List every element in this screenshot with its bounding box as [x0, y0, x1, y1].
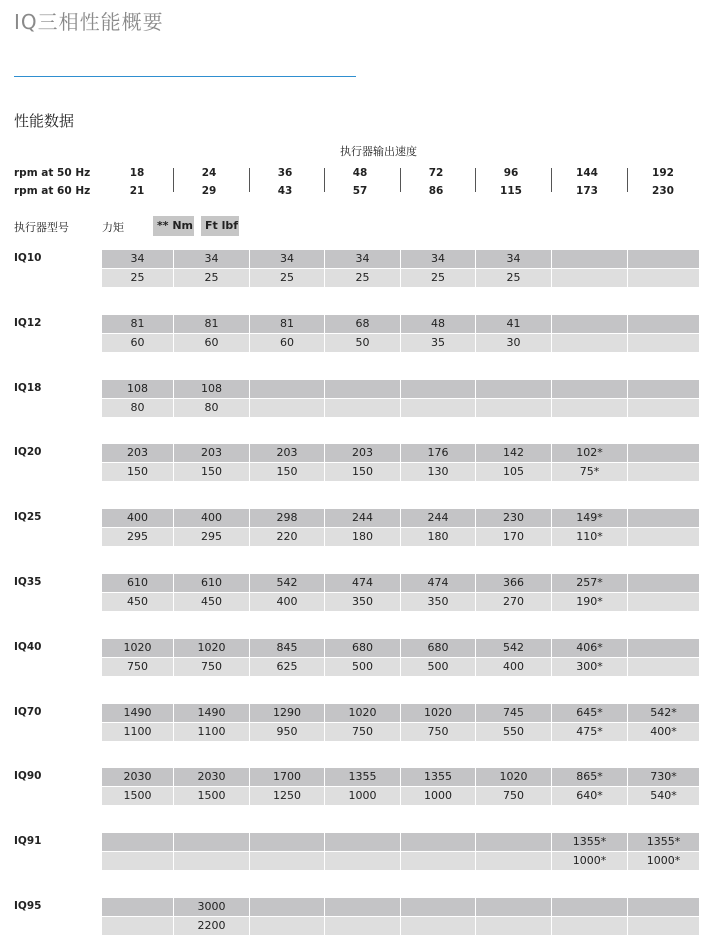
torque-ftlbf-cell: 450	[174, 593, 249, 611]
torque-ftlbf-cell: 400	[476, 658, 551, 676]
torque-nm-cell: 1020	[325, 704, 400, 722]
torque-ftlbf-cell	[552, 917, 627, 935]
torque-ftlbf-cell: 295	[102, 528, 173, 546]
torque-ftlbf-cell	[401, 399, 475, 417]
torque-nm-cell: 203	[250, 444, 324, 462]
torque-ftlbf-cell	[476, 399, 551, 417]
torque-nm-cell: 366	[476, 574, 551, 592]
torque-nm-cell: 149*	[552, 509, 627, 527]
torque-nm-cell: 34	[325, 250, 400, 268]
torque-ftlbf-cell: 750	[401, 723, 475, 741]
rpm-50hz-value: 72	[428, 167, 444, 179]
torque-nm-cell: 142	[476, 444, 551, 462]
torque-nm-cell: 298	[250, 509, 324, 527]
torque-ftlbf-cell: 180	[401, 528, 475, 546]
torque-nm-cell: 81	[102, 315, 173, 333]
rpm-60hz-value: 173	[576, 185, 598, 197]
rpm-60hz-value: 86	[428, 185, 444, 197]
torque-ftlbf-cell	[628, 399, 699, 417]
torque-ftlbf-cell: 220	[250, 528, 324, 546]
torque-nm-cell: 1290	[250, 704, 324, 722]
rpm-50hz-value: 96	[503, 167, 519, 179]
rpm-60hz-value: 43	[277, 185, 293, 197]
unit-nm-badge: ** Nm	[153, 216, 194, 236]
torque-ftlbf-cell: 50	[325, 334, 400, 352]
title-divider	[14, 76, 356, 77]
torque-nm-cell: 542	[250, 574, 324, 592]
rpm-50hz-value: 24	[201, 167, 217, 179]
torque-nm-cell	[476, 833, 551, 851]
torque-ftlbf-cell	[102, 917, 173, 935]
torque-nm-cell	[628, 574, 699, 592]
torque-nm-cell	[250, 833, 324, 851]
torque-nm-cell: 730*	[628, 768, 699, 786]
model-header: 执行器型号	[14, 221, 69, 234]
rpm-50hz-label: rpm at 50 Hz	[14, 167, 91, 179]
rpm-column-separator	[627, 168, 628, 192]
rpm-60hz-label: rpm at 60 Hz	[14, 185, 91, 197]
torque-ftlbf-cell: 2200	[174, 917, 249, 935]
torque-nm-cell	[476, 380, 551, 398]
model-name: IQ25	[14, 511, 42, 523]
torque-ftlbf-cell: 1100	[174, 723, 249, 741]
model-name: IQ20	[14, 446, 42, 458]
torque-nm-cell: 845	[250, 639, 324, 657]
torque-ftlbf-cell: 475*	[552, 723, 627, 741]
torque-ftlbf-cell: 625	[250, 658, 324, 676]
torque-nm-cell: 1020	[174, 639, 249, 657]
torque-ftlbf-cell	[250, 917, 324, 935]
torque-nm-cell	[102, 833, 173, 851]
rpm-column-separator	[475, 168, 476, 192]
torque-nm-cell: 34	[102, 250, 173, 268]
torque-ftlbf-cell: 25	[174, 269, 249, 287]
model-name: IQ90	[14, 770, 42, 782]
torque-ftlbf-cell	[552, 269, 627, 287]
rpm-60hz-value: 29	[201, 185, 217, 197]
torque-nm-cell	[628, 250, 699, 268]
rpm-column-separator	[173, 168, 174, 192]
torque-ftlbf-cell: 150	[102, 463, 173, 481]
torque-nm-cell: 176	[401, 444, 475, 462]
torque-header: 力矩	[102, 221, 124, 234]
torque-nm-cell: 542*	[628, 704, 699, 722]
torque-nm-cell: 41	[476, 315, 551, 333]
torque-nm-cell	[174, 833, 249, 851]
torque-nm-cell	[628, 380, 699, 398]
torque-nm-cell: 1020	[401, 704, 475, 722]
torque-ftlbf-cell	[325, 399, 400, 417]
torque-ftlbf-cell: 75*	[552, 463, 627, 481]
torque-ftlbf-cell: 30	[476, 334, 551, 352]
torque-ftlbf-cell	[174, 852, 249, 870]
rpm-50hz-value: 144	[576, 167, 598, 179]
torque-nm-cell: 34	[250, 250, 324, 268]
torque-ftlbf-cell: 750	[174, 658, 249, 676]
rpm-50hz-value: 48	[352, 167, 368, 179]
rpm-50hz-value: 36	[277, 167, 293, 179]
torque-ftlbf-cell: 1000*	[552, 852, 627, 870]
torque-nm-cell: 2030	[174, 768, 249, 786]
torque-nm-cell: 203	[102, 444, 173, 462]
torque-ftlbf-cell: 400*	[628, 723, 699, 741]
torque-nm-cell	[102, 898, 173, 916]
torque-ftlbf-cell	[401, 852, 475, 870]
torque-ftlbf-cell: 1000	[401, 787, 475, 805]
torque-ftlbf-cell: 60	[250, 334, 324, 352]
rpm-60hz-value: 230	[652, 185, 674, 197]
torque-ftlbf-cell: 270	[476, 593, 551, 611]
torque-ftlbf-cell	[552, 334, 627, 352]
torque-ftlbf-cell	[628, 334, 699, 352]
torque-ftlbf-cell: 950	[250, 723, 324, 741]
torque-nm-cell	[552, 898, 627, 916]
torque-nm-cell: 400	[102, 509, 173, 527]
torque-ftlbf-cell: 25	[250, 269, 324, 287]
torque-nm-cell	[250, 898, 324, 916]
torque-ftlbf-cell	[401, 917, 475, 935]
torque-nm-cell: 81	[174, 315, 249, 333]
torque-nm-cell: 406*	[552, 639, 627, 657]
torque-ftlbf-cell: 1500	[102, 787, 173, 805]
rpm-column-separator	[324, 168, 325, 192]
torque-nm-cell	[325, 380, 400, 398]
torque-ftlbf-cell: 300*	[552, 658, 627, 676]
page-title: IQ三相性能概要	[14, 10, 164, 34]
torque-nm-cell: 1490	[102, 704, 173, 722]
torque-ftlbf-cell: 180	[325, 528, 400, 546]
rpm-50hz-value: 192	[652, 167, 674, 179]
torque-ftlbf-cell: 295	[174, 528, 249, 546]
torque-ftlbf-cell: 60	[102, 334, 173, 352]
torque-ftlbf-cell	[325, 917, 400, 935]
torque-nm-cell: 81	[250, 315, 324, 333]
torque-nm-cell: 48	[401, 315, 475, 333]
torque-ftlbf-cell: 500	[325, 658, 400, 676]
rpm-50hz-value: 18	[129, 167, 145, 179]
torque-ftlbf-cell: 60	[174, 334, 249, 352]
section-title: 性能数据	[14, 112, 75, 130]
torque-ftlbf-cell: 170	[476, 528, 551, 546]
torque-ftlbf-cell: 550	[476, 723, 551, 741]
torque-ftlbf-cell: 640*	[552, 787, 627, 805]
torque-nm-cell: 1355	[325, 768, 400, 786]
torque-nm-cell: 680	[325, 639, 400, 657]
torque-nm-cell: 34	[174, 250, 249, 268]
model-name: IQ95	[14, 900, 42, 912]
torque-nm-cell: 244	[325, 509, 400, 527]
torque-ftlbf-cell: 750	[102, 658, 173, 676]
rpm-60hz-value: 57	[352, 185, 368, 197]
torque-ftlbf-cell: 80	[102, 399, 173, 417]
torque-nm-cell	[552, 315, 627, 333]
torque-ftlbf-cell	[102, 852, 173, 870]
torque-nm-cell	[250, 380, 324, 398]
rpm-column-separator	[249, 168, 250, 192]
torque-nm-cell: 865*	[552, 768, 627, 786]
torque-ftlbf-cell: 350	[401, 593, 475, 611]
torque-nm-cell	[476, 898, 551, 916]
torque-ftlbf-cell: 130	[401, 463, 475, 481]
torque-nm-cell	[628, 444, 699, 462]
torque-nm-cell: 2030	[102, 768, 173, 786]
torque-nm-cell	[628, 315, 699, 333]
torque-nm-cell: 1355*	[552, 833, 627, 851]
torque-nm-cell: 400	[174, 509, 249, 527]
torque-nm-cell: 1020	[476, 768, 551, 786]
rpm-60hz-value: 115	[500, 185, 522, 197]
torque-ftlbf-cell	[628, 917, 699, 935]
model-name: IQ18	[14, 382, 42, 394]
torque-ftlbf-cell: 1100	[102, 723, 173, 741]
torque-ftlbf-cell	[250, 852, 324, 870]
torque-nm-cell: 244	[401, 509, 475, 527]
model-name: IQ12	[14, 317, 42, 329]
torque-ftlbf-cell	[628, 658, 699, 676]
torque-ftlbf-cell: 25	[476, 269, 551, 287]
torque-nm-cell	[401, 380, 475, 398]
torque-nm-cell: 257*	[552, 574, 627, 592]
torque-ftlbf-cell: 110*	[552, 528, 627, 546]
torque-nm-cell: 1700	[250, 768, 324, 786]
model-name: IQ35	[14, 576, 42, 588]
torque-nm-cell: 474	[325, 574, 400, 592]
torque-ftlbf-cell: 150	[174, 463, 249, 481]
torque-ftlbf-cell: 400	[250, 593, 324, 611]
torque-ftlbf-cell: 25	[401, 269, 475, 287]
rpm-60hz-value: 21	[129, 185, 145, 197]
torque-nm-cell: 474	[401, 574, 475, 592]
model-name: IQ91	[14, 835, 42, 847]
torque-nm-cell: 68	[325, 315, 400, 333]
rpm-column-separator	[400, 168, 401, 192]
torque-ftlbf-cell: 1000	[325, 787, 400, 805]
torque-nm-cell	[325, 833, 400, 851]
torque-nm-cell: 1490	[174, 704, 249, 722]
torque-ftlbf-cell	[325, 852, 400, 870]
torque-ftlbf-cell: 540*	[628, 787, 699, 805]
torque-nm-cell: 108	[174, 380, 249, 398]
torque-nm-cell	[552, 380, 627, 398]
torque-nm-cell: 203	[325, 444, 400, 462]
speed-header: 执行器输出速度	[340, 145, 417, 158]
torque-ftlbf-cell	[628, 463, 699, 481]
torque-nm-cell: 542	[476, 639, 551, 657]
torque-ftlbf-cell: 750	[325, 723, 400, 741]
torque-nm-cell: 680	[401, 639, 475, 657]
torque-ftlbf-cell: 150	[250, 463, 324, 481]
torque-nm-cell: 1355	[401, 768, 475, 786]
model-name: IQ70	[14, 706, 42, 718]
torque-ftlbf-cell	[552, 399, 627, 417]
torque-ftlbf-cell	[628, 593, 699, 611]
model-name: IQ40	[14, 641, 42, 653]
torque-nm-cell: 645*	[552, 704, 627, 722]
torque-nm-cell: 610	[174, 574, 249, 592]
torque-ftlbf-cell	[476, 852, 551, 870]
torque-ftlbf-cell	[628, 528, 699, 546]
torque-nm-cell: 34	[401, 250, 475, 268]
torque-nm-cell: 230	[476, 509, 551, 527]
torque-nm-cell	[628, 509, 699, 527]
torque-ftlbf-cell: 1000*	[628, 852, 699, 870]
torque-nm-cell: 34	[476, 250, 551, 268]
torque-ftlbf-cell: 35	[401, 334, 475, 352]
torque-nm-cell: 610	[102, 574, 173, 592]
torque-ftlbf-cell: 350	[325, 593, 400, 611]
torque-ftlbf-cell	[250, 399, 324, 417]
torque-nm-cell	[401, 898, 475, 916]
torque-ftlbf-cell: 190*	[552, 593, 627, 611]
torque-ftlbf-cell: 80	[174, 399, 249, 417]
torque-ftlbf-cell: 450	[102, 593, 173, 611]
torque-nm-cell: 745	[476, 704, 551, 722]
torque-nm-cell	[401, 833, 475, 851]
rpm-column-separator	[551, 168, 552, 192]
torque-nm-cell: 102*	[552, 444, 627, 462]
torque-ftlbf-cell	[628, 269, 699, 287]
torque-ftlbf-cell: 150	[325, 463, 400, 481]
torque-ftlbf-cell: 500	[401, 658, 475, 676]
torque-nm-cell: 203	[174, 444, 249, 462]
torque-ftlbf-cell: 1250	[250, 787, 324, 805]
torque-nm-cell: 3000	[174, 898, 249, 916]
torque-nm-cell: 108	[102, 380, 173, 398]
torque-ftlbf-cell	[476, 917, 551, 935]
model-name: IQ10	[14, 252, 42, 264]
torque-ftlbf-cell: 1500	[174, 787, 249, 805]
torque-ftlbf-cell: 750	[476, 787, 551, 805]
torque-nm-cell: 1020	[102, 639, 173, 657]
unit-ft-badge: Ft lbf	[201, 216, 239, 236]
torque-ftlbf-cell: 25	[102, 269, 173, 287]
torque-nm-cell	[628, 898, 699, 916]
torque-ftlbf-cell: 105	[476, 463, 551, 481]
torque-nm-cell: 1355*	[628, 833, 699, 851]
torque-nm-cell	[325, 898, 400, 916]
torque-nm-cell	[552, 250, 627, 268]
torque-ftlbf-cell: 25	[325, 269, 400, 287]
torque-nm-cell	[628, 639, 699, 657]
